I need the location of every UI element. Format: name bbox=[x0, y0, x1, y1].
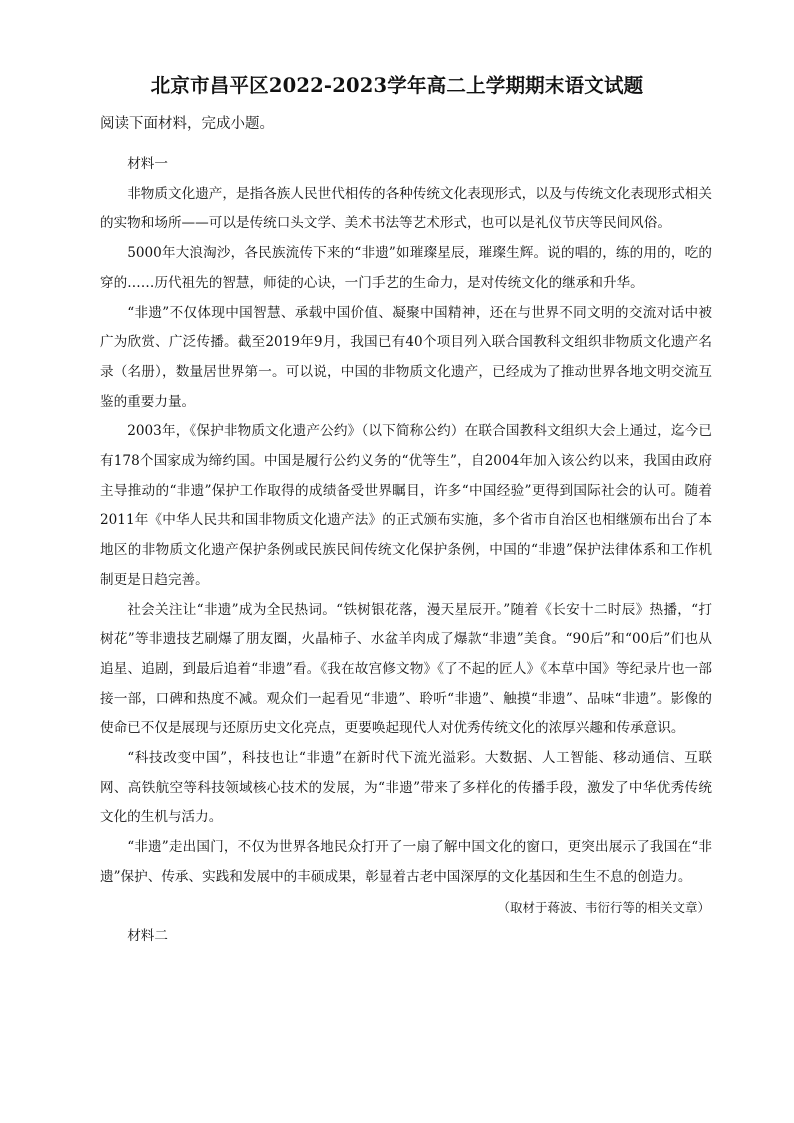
instruction-text: 阅读下面材料，完成小题。 bbox=[100, 116, 274, 132]
paragraph: “非遗”走出国门，不仅为世界各地民众打开了一扇了解中国文化的窗口，更突出展示了我国在“非遗”保护、传承、实践和发展中的丰硕成果，彰显着古老中国深厚的文化基因和生生不息的创造力。 bbox=[100, 839, 712, 885]
article-body bbox=[100, 150, 712, 952]
paragraph: “非遗”不仅体现中国智慧、承载中国价值、凝聚中国精神，还在与世界不同文明的交流对话中被广为欣赏、广泛传播。截至2019年9月，我国已有40个项目列入联合国教科文组织非物质文化遗产名录（名册），数量居世界第一。可以说，中国的非物质文化遗产，已经成为了推动世界各地文明交流互鉴的重要力量。 bbox=[100, 304, 712, 410]
paragraph: 2003年，《保护非物质文化遗产公约》（以下简称公约）在联合国教科文组织大会上通过，迄今已有178个国家成为缔约国。中国是履行公约义务的“优等生”，自2004年加入该公约以来，我国由政府主导推动的“非遗”保护工作取得的成绩备受世界瞩目，许多“中国经验”更得到国际社会的认可。随着2011年《中华人民共和国非物质文化遗产法》的正式颁布实施，多个省市自治区也相继颁布出台了本地区的非物质文化遗产保护条例或民族民间传统文化保护条例，中国的“非遗”保护法律体系和工作机制更是日趋完善。 bbox=[100, 423, 712, 588]
source-citation: （取材于蒋波、韦衍行等的相关文章） bbox=[497, 899, 710, 915]
paragraph: 社会关注让“非遗”成为全民热词。“铁树银花落，漫天星辰开。”随着《长安十二时辰》热播，“打树花”等非遗技艺刷爆了朋友圈，火晶柿子、水盆羊肉成了爆款“非遗”美食。“90后”和“00后”们也从追星、追剧，到最后追着“非遗”看。《我在故宫修文物》《了不起的匠人》《本草中国》等纪录片也一部接一部，口碑和热度不减。观众们一起看见“非遗”、聆听“非遗”、触摸“非遗”、品味“非遗”。影像的使命已不仅是展现与还原历史文化亮点，更要唤起现代人对优秀传统文化的浓厚兴趣和传承意识。 bbox=[100, 601, 712, 737]
section-heading-material-1: 材料一 bbox=[127, 156, 168, 172]
section-heading-material-2: 材料二 bbox=[127, 928, 168, 945]
paragraph: 非物质文化遗产，是指各族人民世代相传的各种传统文化表现形式，以及与传统文化表现形式相关的实物和场所——可以是传统口头文学、美术书法等艺术形式，也可以是礼仪节庆等民间风俗。 bbox=[100, 185, 712, 232]
page-title: 北京市昌平区2022-2023学年高二上学期期末语文试题 bbox=[150, 74, 644, 97]
paragraph: “科技改变中国”，科技也让“非遗”在新时代下流光溢彩。大数据、人工智能、移动通信、互联网、高铁航空等科技领域核心技术的发展，为“非遗”带来了多样化的传播手段，激发了中华优秀传统文化的生机与活力。 bbox=[100, 750, 712, 826]
paragraph: 5000年大浪淘沙，各民族流传下来的“非遗”如璀璨星辰，璀璨生辉。说的唱的，练的用的，吃的穿的……历代祖先的智慧，师徒的心诀，一门手艺的生命力，是对传统文化的继承和升华。 bbox=[100, 245, 712, 291]
